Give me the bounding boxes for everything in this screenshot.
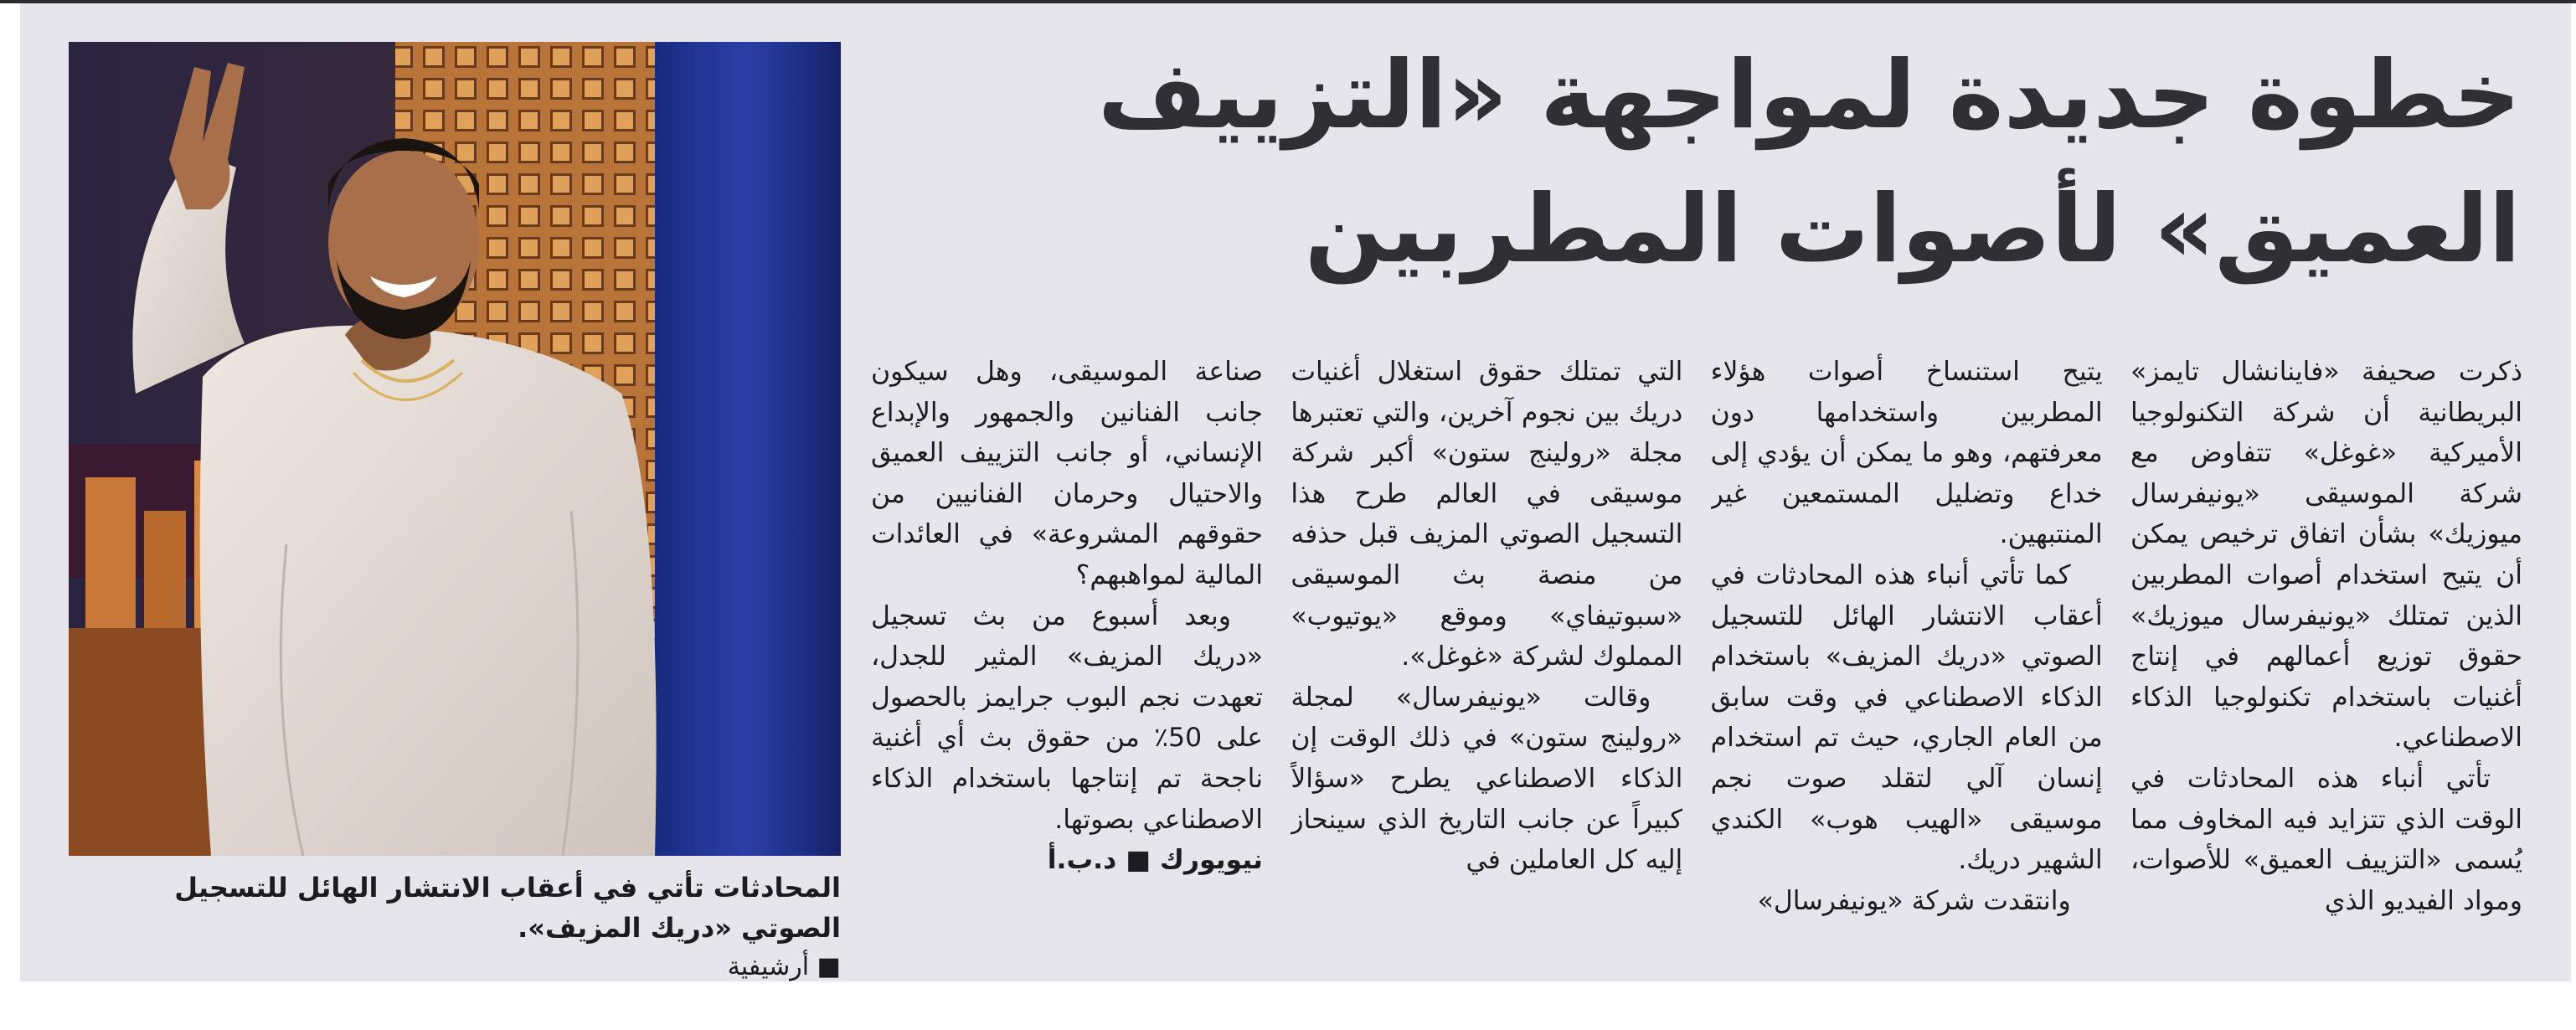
article-photo bbox=[69, 42, 841, 856]
paragraph: يتيح استنساخ أصوات هؤلاء المطربين واستخدامها دون معرفتهم، وهو ما يمكن أن يؤدي إلى خداع وتضليل المستمعين غير المنتبهين. bbox=[1710, 357, 2103, 550]
paragraph: ذكرت صحيفة «فاينانشال تايمز» البريطانية أن شركة التكنولوجيا الأميركية «غوغل» تتفاوض مع شركة الموسيقى «يونيفرسال ميوزيك» بشأن اتفاق ترخيص يمكن أن يتيح استخدام أصوات المطربين الذين تمتلك «يونيفرسال ميوزيك» حقوق توزيع أعمالهم في إنتاج أغنيات باستخدام تكنولوجيا الذكاء الاصطناعي. bbox=[2130, 357, 2522, 754]
text-column-4 bbox=[871, 352, 1263, 955]
photo-credit: ■ أرشيفية bbox=[727, 952, 841, 981]
paragraph: تأتي أنباء هذه المحادثات في الوقت الذي تتزايد فيه المخاوف مما يُسمى «التزييف العميق» للأصوات، ومواد الفيديو الذي bbox=[2130, 763, 2522, 916]
paragraph: صناعة الموسيقى، وهل سيكون جانب الفنانين والجمهور والإبداع الإنساني، أو جانب التزييف العميق والاحتيال وحرمان الفنانيين من حقوقهم المشروعة» في العائدات المالية لمواهبهم؟ bbox=[871, 357, 1263, 590]
paragraph: كما تأتي أنباء هذه المحادثات في أعقاب الانتشار الهائل للتسجيل الصوتي «دريك المزيف» باستخدام الذكاء الاصطناعي في وقت سابق من العام الجاري، حيث تم استخدام إنسان آلي لتقلد صوت نجم موسيقى «الهيب هوب» الكندي الشهير دريك. bbox=[1710, 559, 2103, 876]
article-headline: خطوة جديدة لمواجهة «التزييف العميق» لأصوات المطربين bbox=[1097, 41, 2521, 284]
photo-caption bbox=[69, 868, 841, 986]
article-body bbox=[871, 352, 2522, 955]
paragraph: وقالت «يونيفرسال» لمجلة «رولينج ستون» في ذلك الوقت إن الذكاء الاصطناعي يطرح «سؤالاً كبيراً عن جانب التاريخ الذي سينحاز إليه كل العاملين في bbox=[1291, 682, 1683, 876]
article-byline: نيويورك ■ د.ب.أ bbox=[1047, 845, 1263, 876]
paragraph: وانتقدت شركة «يونيفرسال» bbox=[1757, 885, 2071, 916]
text-column-1 bbox=[2130, 352, 2522, 955]
text-column-2 bbox=[1711, 352, 2103, 955]
paragraph: التي تمتلك حقوق استغلال أغنيات دريك بين نجوم آخرين، والتي تعتبرها مجلة «رولينج ستون» أكبر شركة موسيقى في العالم طرح هذا التسجيل الصوتي المزيف قبل حذفه من منصة بث الموسيقى «سبوتيفاي» وموقع «يوتيوب» المملوك لشركة «غوغل». bbox=[1291, 357, 1683, 672]
photo-illustration bbox=[69, 42, 841, 856]
caption-text: المحادثات تأتي في أعقاب الانتشار الهائل للتسجيل الصوتي «دريك المزيف». bbox=[174, 872, 841, 944]
text-column-3 bbox=[1291, 352, 1682, 955]
paragraph: وبعد أسبوع من بث تسجيل «دريك المزيف» المثير للجدل، تعهدت نجم البوب جرايمز بالحصول على 50٪ من حقوق بث أي أغنية ناجحة تم إنتاجها باستخدام الذكاء الاصطناعي بصوتها. bbox=[871, 600, 1263, 835]
